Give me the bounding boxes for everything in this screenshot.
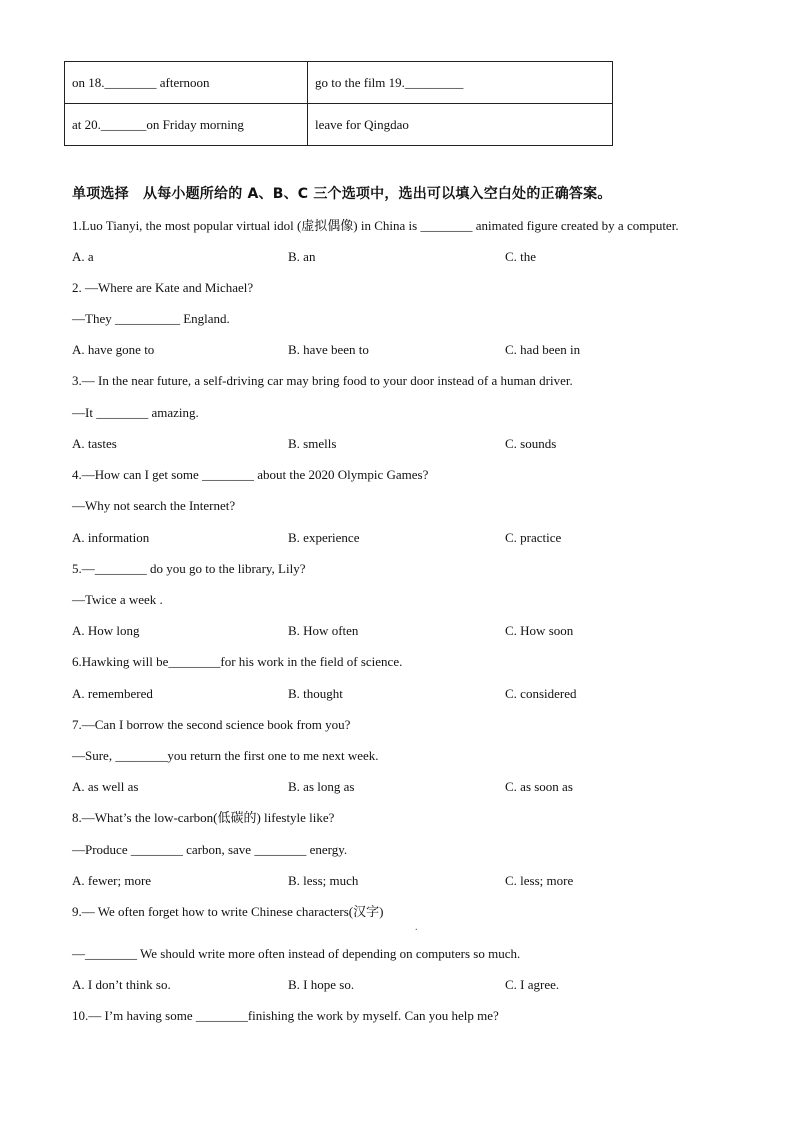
table-row bbox=[65, 104, 613, 146]
question-text: 5.—________ do you go to the library, Lily? bbox=[72, 561, 306, 576]
table-cell: at 20._______on Friday morning bbox=[65, 104, 308, 146]
option-c: C. considered bbox=[505, 686, 577, 701]
option-b: B. thought bbox=[288, 686, 343, 701]
option-b: B. less; much bbox=[288, 873, 359, 888]
question-text: —It ________ amazing. bbox=[72, 405, 199, 420]
stray-mark: . bbox=[415, 922, 418, 933]
question-text: —________ We should write more often instead of depending on computers so much. bbox=[72, 946, 521, 961]
option-c: C. How soon bbox=[505, 623, 574, 638]
question-text: 4.—How can I get some ________ about the 2020 Olympic Games? bbox=[72, 467, 429, 482]
option-a: A. I don’t think so. bbox=[72, 977, 171, 992]
question-text: —They __________ England. bbox=[72, 311, 230, 326]
option-b: B. smells bbox=[288, 436, 337, 451]
option-a: A. fewer; more bbox=[72, 873, 152, 888]
question-text: 7.—Can I borrow the second science book from you? bbox=[72, 717, 351, 732]
option-c: C. as soon as bbox=[505, 779, 573, 794]
option-c: C. sounds bbox=[505, 436, 557, 451]
option-c: C. the bbox=[505, 249, 537, 264]
option-b: B. have been to bbox=[288, 342, 369, 357]
question-text: 9.— We often forget how to write Chinese characters(汉字) bbox=[72, 904, 384, 919]
table-cell: go to the film 19._________ bbox=[308, 62, 613, 104]
option-b: B. I hope so. bbox=[288, 977, 355, 992]
question-text: —Why not search the Internet? bbox=[72, 498, 236, 513]
section-title: 单项选择 从每小题所给的 A、B、C 三个选项中，选出可以填入空白处的正确答案。 bbox=[72, 186, 612, 202]
option-c: C. I agree. bbox=[505, 977, 560, 992]
option-a: A. information bbox=[72, 530, 150, 545]
option-a: A. a bbox=[72, 249, 94, 264]
question-text: —Twice a week . bbox=[72, 592, 163, 607]
table-cell: leave for Qingdao bbox=[308, 104, 613, 146]
table-row bbox=[65, 62, 613, 104]
option-c: C. less; more bbox=[505, 873, 574, 888]
table-cell: on 18.________ afternoon bbox=[65, 62, 308, 104]
question-text: 8.—What’s the low-carbon(低碳的) lifestyle like? bbox=[72, 810, 335, 825]
question-text: —Sure, ________you return the first one to me next week. bbox=[72, 748, 379, 763]
question-text: 6.Hawking will be________for his work in the field of science. bbox=[72, 654, 403, 669]
option-b: B. How often bbox=[288, 623, 359, 638]
option-a: A. How long bbox=[72, 623, 140, 638]
option-b: B. an bbox=[288, 249, 316, 264]
question-text: 1.Luo Tianyi, the most popular virtual idol (虚拟偶像) in China is ________ animated figure created by a computer. bbox=[72, 218, 679, 233]
question-text: 10.— I’m having some ________finishing the work by myself. Can you help me? bbox=[72, 1008, 499, 1023]
option-a: A. remembered bbox=[72, 686, 153, 701]
option-b: B. experience bbox=[288, 530, 360, 545]
schedule-table bbox=[64, 61, 613, 146]
option-c: C. had been in bbox=[505, 342, 581, 357]
option-c: C. practice bbox=[505, 530, 562, 545]
question-text: 2. —Where are Kate and Michael? bbox=[72, 280, 254, 295]
option-a: A. have gone to bbox=[72, 342, 155, 357]
option-a: A. tastes bbox=[72, 436, 117, 451]
option-b: B. as long as bbox=[288, 779, 355, 794]
option-a: A. as well as bbox=[72, 779, 139, 794]
question-text: —Produce ________ carbon, save ________ energy. bbox=[72, 842, 348, 857]
question-text: 3.— In the near future, a self-driving car may bring food to your door instead of a human driver. bbox=[72, 373, 573, 388]
